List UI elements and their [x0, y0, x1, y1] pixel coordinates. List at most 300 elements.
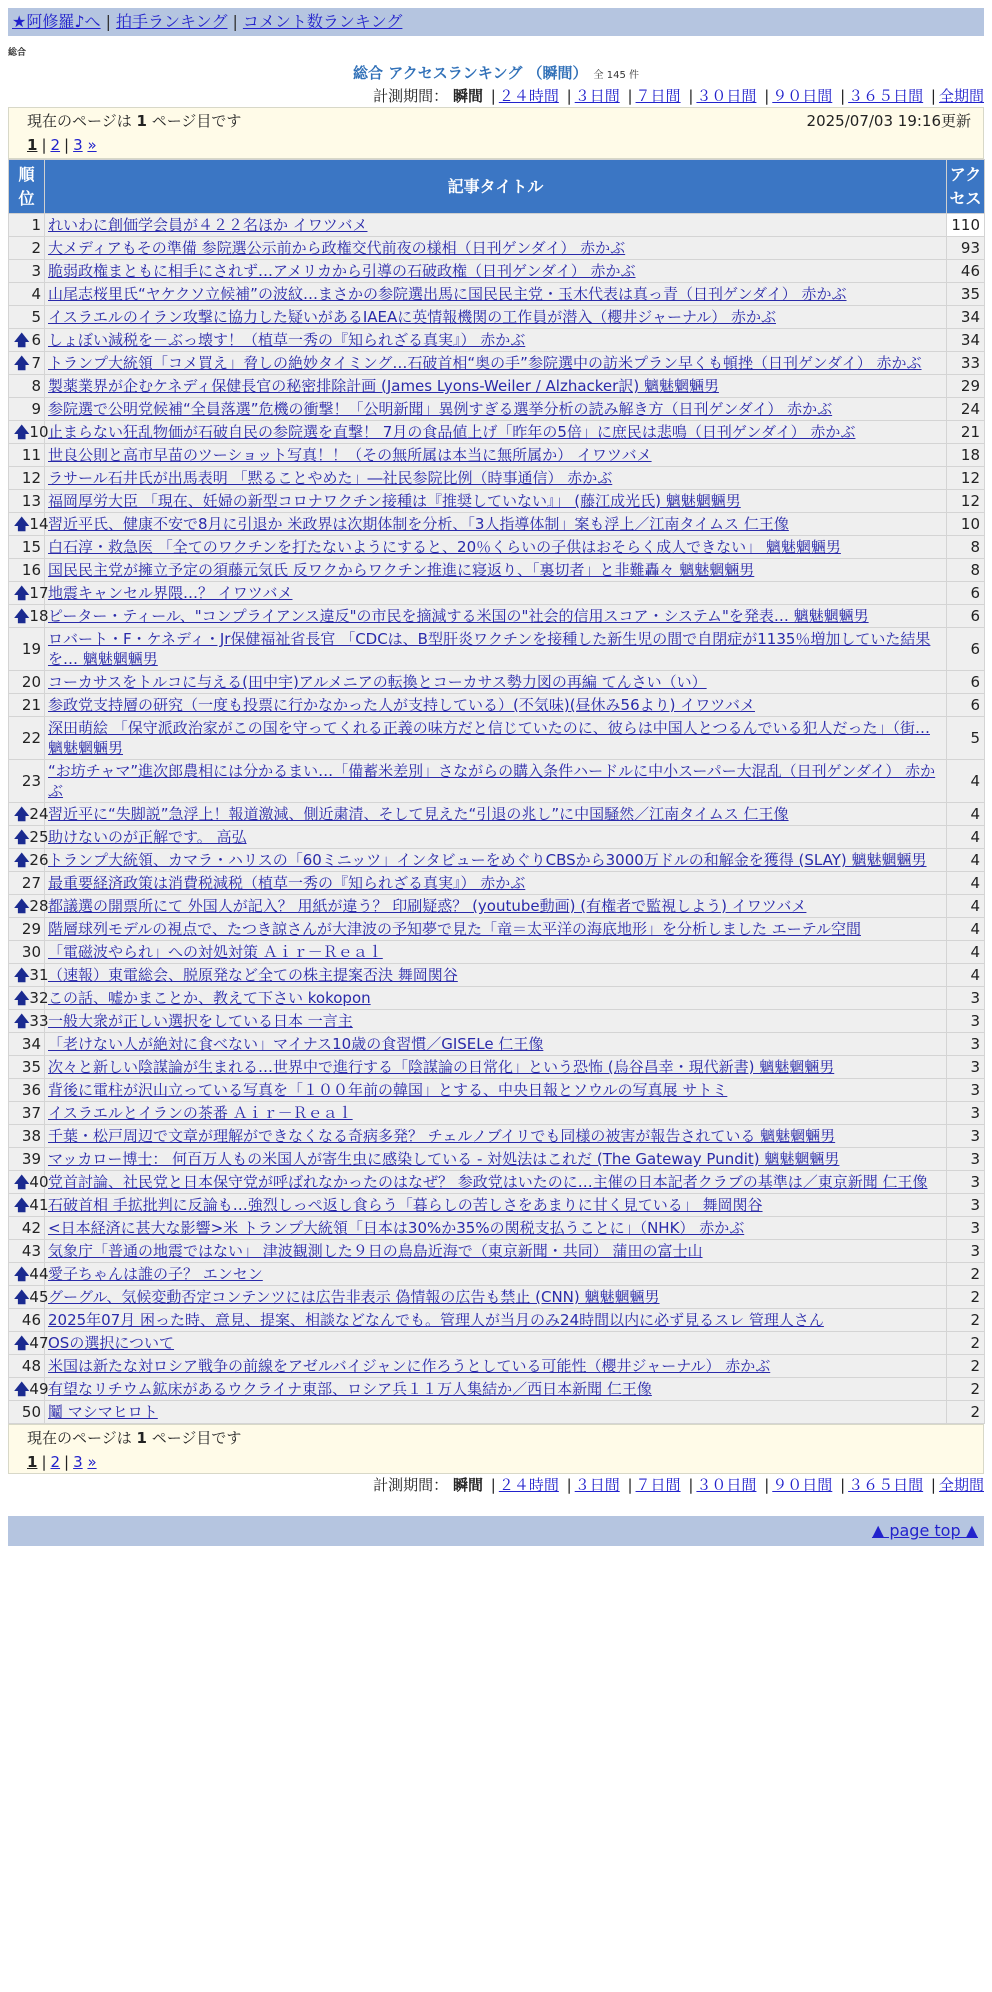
nav-separator: |	[232, 12, 238, 31]
rank-cell	[9, 1102, 45, 1125]
rank-number: 37	[21, 1104, 41, 1122]
rank-up-arrow-icon: 🡅	[14, 584, 30, 602]
access-count: 2	[947, 1286, 985, 1309]
title-cell	[45, 1125, 947, 1148]
ranking-title: 総合 アクセスランキング （瞬間）	[353, 64, 588, 82]
article-link[interactable]: トランプ大統領、カマラ・ハリスの「60ミニッツ」インタビューをめぐりCBSから3000万ドルの和解金を獲得 (SLAY) 魑魅魍魎男	[48, 851, 927, 869]
table-row	[9, 918, 985, 941]
access-count: 3	[947, 987, 985, 1010]
table-row	[9, 872, 985, 895]
table-row	[9, 1171, 985, 1194]
access-count: 3	[947, 1217, 985, 1240]
title-cell	[45, 237, 947, 260]
rank-number: 11	[21, 446, 41, 464]
rank-cell	[9, 237, 45, 260]
table-row	[9, 987, 985, 1010]
article-link[interactable]: 地震キャンセル界隈…？ イワツバメ	[48, 584, 293, 602]
page-link-2-bottom[interactable]: 2	[50, 1453, 61, 1471]
table-row	[9, 1033, 985, 1056]
pagination-top: 1 | 2 | 3 »	[27, 136, 97, 154]
rank-up-arrow-icon: 🡅	[14, 1288, 30, 1306]
rank-number: 35	[21, 1058, 41, 1076]
rank-cell	[9, 941, 45, 964]
access-count: 3	[947, 1171, 985, 1194]
article-link[interactable]: “お坊チャマ”進次郎農相には分かるまい…「備蓄米差別」さながらの購入条件ハードルに中小スーパー大混乱（日刊ゲンダイ） 赤かぶ	[48, 762, 936, 800]
title-cell	[45, 1240, 947, 1263]
table-row	[9, 1125, 985, 1148]
rank-number: 7	[31, 354, 41, 372]
access-count: 4	[947, 826, 985, 849]
article-link[interactable]: 愛子ちゃんは誰の子？ エンセン	[48, 1265, 263, 1283]
title-cell	[45, 987, 947, 1010]
rank-cell	[9, 1125, 45, 1148]
rank-cell	[9, 490, 45, 513]
title-cell	[45, 849, 947, 872]
article-link[interactable]: 千葉・松戸周辺で文章が理解ができなくなる奇病多発？ チェルノブイリでも同様の被害が報告されている 魑魅魍魎男	[48, 1127, 836, 1145]
article-link[interactable]: 有望なリチウム鉱床があるウクライナ東部、ロシア兵１１万人集結か／西日本新聞 仁王像	[48, 1380, 652, 1398]
article-link[interactable]: 脆弱政権まともに相手にされず…アメリカから引導の石破政権（日刊ゲンダイ） 赤かぶ	[48, 262, 636, 280]
page-info-bottom	[8, 1424, 984, 1474]
table-row	[9, 467, 985, 490]
rank-cell	[9, 467, 45, 490]
rank-number: 31	[29, 966, 49, 984]
nav-separator: |	[105, 12, 111, 31]
period-link-all-bottom[interactable]: 全期間	[938, 1476, 984, 1494]
article-link[interactable]: 党首討論、社民党と日本保守党が呼ばれなかったのはなぜ？ 参政党はいたのに…主催の日本記者クラブの基準は／東京新聞 仁王像	[48, 1173, 928, 1191]
access-count: 3	[947, 1102, 985, 1125]
home-link[interactable]: ★阿修羅♪へ	[12, 12, 101, 31]
table-row	[9, 1056, 985, 1079]
table-row	[9, 1263, 985, 1286]
rank-cell	[9, 352, 45, 375]
comment-ranking-link[interactable]: コメント数ランキング	[242, 12, 403, 31]
title-cell	[45, 717, 947, 760]
rank-number: 1	[31, 216, 41, 234]
article-link[interactable]: 習近平氏、健康不安で8月に引退か 米政界は次期体制を分析、「3人指導体制」案も浮上／江南タイムス 仁王像	[48, 515, 789, 533]
title-cell	[45, 964, 947, 987]
rank-cell	[9, 283, 45, 306]
rank-number: 5	[31, 308, 41, 326]
rank-number: 30	[21, 943, 41, 961]
article-link[interactable]: 世良公則と高市早苗のツーショット写真！！（その無所属は本当に無所属か） イワツバメ	[48, 446, 652, 464]
title-cell	[45, 628, 947, 671]
period-link-90d[interactable]: ９０日間	[772, 87, 833, 105]
rank-number: 15	[21, 538, 41, 556]
access-count: 6	[947, 582, 985, 605]
rank-cell	[9, 375, 45, 398]
article-link[interactable]: 都議選の開票所にて 外国人が記入？ 用紙が違う？ 印刷疑惑？ (youtube動画) (有権者で監視しよう) イワツバメ	[48, 897, 807, 915]
rank-cell	[9, 987, 49, 1010]
rank-cell	[9, 444, 45, 467]
updated-timestamp: 2025/07/03 19:16更新	[806, 112, 971, 130]
rank-cell	[9, 628, 45, 671]
article-link[interactable]: 次々と新しい陰謀論が生まれる…世界中で進行する「陰謀論の日常化」という恐怖 (烏谷昌幸・現代新書) 魑魅魍魎男	[48, 1058, 835, 1076]
title-cell	[45, 1332, 947, 1355]
rank-up-arrow-icon: 🡅	[14, 1380, 30, 1398]
period-selector-top: 計測期間： 瞬間 | ２４時間 | ３日間 | ７日間 | ３０日間 | ９０日間 | ３６５日間 | 全期間	[373, 87, 984, 105]
rank-number: 44	[29, 1265, 49, 1283]
rank-number: 47	[29, 1334, 49, 1352]
rank-cell	[9, 1332, 49, 1355]
access-count: 4	[947, 760, 985, 803]
rank-number: 10	[29, 423, 49, 441]
article-link[interactable]: マッカロー博士： 何百万人もの米国人が寄生虫に感染している - 対処法はこれだ (The Gateway Pundit) 魑魅魍魎男	[48, 1150, 840, 1168]
access-count: 2	[947, 1309, 985, 1332]
title-cell	[45, 872, 947, 895]
article-link[interactable]: 製薬業界が企むケネディ保健長官の秘密排除計画 (James Lyons-Weiler / Alzhacker訳) 魑魅魍魎男	[48, 377, 719, 395]
rank-number: 18	[29, 607, 49, 625]
access-count: 4	[947, 918, 985, 941]
table-row	[9, 490, 985, 513]
title-cell	[45, 895, 947, 918]
page-link-3[interactable]: 3	[73, 136, 83, 154]
title-cell	[45, 1217, 947, 1240]
table-row	[9, 1217, 985, 1240]
rank-cell	[9, 398, 45, 421]
article-link[interactable]: れいわに創価学会員が４２２名ほか イワツバメ	[48, 216, 368, 234]
table-row	[9, 1010, 985, 1033]
access-count: 6	[947, 605, 985, 628]
table-row	[9, 1355, 985, 1378]
ranking-table-body	[9, 214, 985, 1424]
access-count: 33	[947, 352, 985, 375]
article-link[interactable]: 助けないのが正解です。 高弘	[48, 828, 247, 846]
rank-cell	[9, 559, 45, 582]
period-label: 計測期間：	[373, 87, 449, 105]
access-count: 2	[947, 1355, 985, 1378]
article-link[interactable]: 気象庁「普通の地震ではない」 津波観測した９日の鳥島近海で（東京新聞・共同） 蒲田の富士山	[48, 1242, 703, 1260]
footer-bar	[8, 1516, 984, 1546]
rank-up-arrow-icon: 🡅	[14, 1196, 30, 1214]
article-link[interactable]: 山尾志桜里氏“ヤケクソ立候補”の波紋…まさかの参院選出馬に国民民主党・玉木代表は真っ青（日刊ゲンダイ） 赤かぶ	[48, 285, 847, 303]
table-row	[9, 1194, 985, 1217]
table-row	[9, 1378, 985, 1401]
rank-number: 8	[31, 377, 41, 395]
rank-up-arrow-icon: 🡅	[14, 1173, 30, 1191]
period-link-3d-bottom[interactable]: ３日間	[574, 1476, 620, 1494]
table-row	[9, 849, 985, 872]
title-cell	[45, 826, 947, 849]
rank-cell	[9, 1148, 45, 1171]
table-row	[9, 421, 985, 444]
period-link-90d-bottom[interactable]: ９０日間	[772, 1476, 833, 1494]
table-row	[9, 1401, 985, 1424]
rank-cell	[9, 717, 45, 760]
access-count: 21	[947, 421, 985, 444]
title-cell	[45, 421, 947, 444]
rank-number: 48	[21, 1357, 41, 1375]
article-link[interactable]: 止まらない狂乱物価が石破自民の参院選を直撃！ 7月の食品値上げ「昨年の5倍」に庶民は悲鳴（日刊ゲンダイ） 赤かぶ	[48, 423, 856, 441]
rank-up-arrow-icon: 🡅	[14, 1012, 30, 1030]
rank-up-arrow-icon: 🡅	[14, 851, 30, 869]
current-page-text: 現在のページは 1 ページ目です	[27, 112, 242, 130]
table-row	[9, 760, 985, 803]
rank-cell	[9, 536, 45, 559]
article-link[interactable]: ピーター・ティール、"コンプライアンス違反"の市民を摘減する米国の"社会的信用スコア・システム"を発表… 魑魅魍魎男	[48, 607, 869, 625]
article-link[interactable]: 階層球列モデルの視点で、たつき諒さんが大津波の予知夢で見た「竜＝太平洋の海底地形」を分析しました エーテル空間	[48, 920, 861, 938]
rank-number: 14	[29, 515, 49, 533]
article-link[interactable]: 参院選で公明党候補“全員落選”危機の衝撃！「公明新聞」異例すぎる選挙分析の読み解き方（日刊ゲンダイ） 赤かぶ	[48, 400, 833, 418]
rank-number: 12	[21, 469, 41, 487]
rank-number: 19	[21, 640, 41, 658]
article-link[interactable]: 石破首相 手拡批判に反論も…強烈しっぺ返し食らう「暮らしの苦しさをあまりに甘く見ている」 舞岡関谷	[48, 1196, 763, 1214]
title-cell	[45, 1171, 947, 1194]
table-row	[9, 895, 985, 918]
title-cell	[45, 582, 947, 605]
article-link[interactable]: 深田萌絵 「保守派政治家がこの国を守ってくれる正義の味方だと信じていたのに、彼らは中国人とつるんでいる犯人だった」（街… 魑魅魍魎男	[48, 719, 930, 757]
title-cell	[45, 803, 947, 826]
access-count: 2	[947, 1401, 985, 1424]
rank-up-arrow-icon: 🡅	[14, 989, 30, 1007]
rank-cell	[9, 306, 45, 329]
article-link[interactable]: 鬮 マシマヒロト	[48, 1403, 158, 1421]
title-cell	[45, 760, 947, 803]
access-count: 4	[947, 849, 985, 872]
period-selector-bottom: 計測期間： 瞬間 | ２４時間 | ３日間 | ７日間 | ３０日間 | ９０日間 | ３６５日間 | 全期間	[373, 1476, 984, 1494]
table-row	[9, 1332, 985, 1355]
table-row	[9, 1079, 985, 1102]
article-link[interactable]: OSの選択について	[48, 1334, 175, 1352]
access-count: 8	[947, 559, 985, 582]
table-row	[9, 717, 985, 760]
rank-cell	[9, 1079, 45, 1102]
article-link[interactable]: 福岡厚労大臣 「現在、妊婦の新型コロナワクチン接種は『推奨していない』」 (藤江成光氏) 魑魅魍魎男	[48, 492, 741, 510]
rank-cell	[9, 1217, 45, 1240]
title-cell	[45, 444, 947, 467]
rank-cell	[9, 1378, 49, 1401]
article-link[interactable]: 大メディアもその準備 参院選公示前から政権交代前夜の様相（日刊ゲンダイ） 赤かぶ	[48, 239, 626, 257]
table-row	[9, 1309, 985, 1332]
title-cell	[45, 536, 947, 559]
article-link[interactable]: 習近平に“失脚説”急浮上！報道激減、側近粛清、そして見えた“引退の兆し”に中国騒然／江南タイムス 仁王像	[48, 805, 789, 823]
title-cell	[45, 1056, 947, 1079]
col-header-title: 記事タイトル	[45, 160, 947, 214]
col-header-rank: 順位	[9, 160, 45, 214]
clap-ranking-link[interactable]: 拍手ランキング	[115, 12, 228, 31]
period-label-bottom: 計測期間：	[373, 1476, 449, 1494]
rank-cell	[9, 1240, 45, 1263]
rank-up-arrow-icon: 🡅	[14, 423, 30, 441]
rank-number: 2	[31, 239, 41, 257]
access-count: 3	[947, 1148, 985, 1171]
table-row	[9, 605, 985, 628]
rank-cell	[9, 694, 45, 717]
access-count: 34	[947, 329, 985, 352]
table-row	[9, 671, 985, 694]
title-cell	[45, 671, 947, 694]
access-count: 93	[947, 237, 985, 260]
article-link[interactable]: 「老けない人が絶対に食べない」マイナス10歳の食習慣／GISELe 仁王像	[48, 1035, 544, 1053]
access-count: 2	[947, 1332, 985, 1355]
access-count: 29	[947, 375, 985, 398]
rank-number: 46	[21, 1311, 41, 1329]
period-current: 瞬間	[452, 87, 483, 105]
table-row	[9, 1240, 985, 1263]
access-count: 6	[947, 694, 985, 717]
article-link[interactable]: ロバート・F・ケネディ・Jr保健福祉省長官 「CDCは、B型肝炎ワクチンを接種した新生児の間で自閉症が1135％増加していた結果を… 魑魅魍魎男	[48, 630, 931, 668]
title-cell	[45, 467, 947, 490]
article-link[interactable]: ラサール石井氏が出馬表明 「黙ることやめた」―社民参院比例（時事通信） 赤かぶ	[48, 469, 613, 487]
rank-number: 22	[21, 729, 41, 747]
article-link[interactable]: グーグル、気候変動否定コンテンツには広告非表示 偽情報の広告も禁止 (CNN) 魑魅魍魎男	[48, 1288, 660, 1306]
article-link[interactable]: コーカサスをトルコに与える(田中宇)アルメニアの転換とコーカサス勢力図の再編 てんさい（い）	[48, 673, 707, 691]
rank-number: 36	[21, 1081, 41, 1099]
article-link[interactable]: 2025年07月 困った時、意見、提案、相談などなんでも。管理人が当月のみ24時間以内に必ず見るスレ 管理人さん	[48, 1311, 824, 1329]
rank-up-arrow-icon: 🡅	[14, 607, 30, 625]
rank-number: 29	[21, 920, 41, 938]
rank-cell	[9, 760, 45, 803]
access-count: 3	[947, 1056, 985, 1079]
ranking-heading	[0, 63, 992, 85]
rank-number: 24	[29, 805, 49, 823]
table-row	[9, 1102, 985, 1125]
article-link[interactable]: イスラエルとイランの茶番 Ａｉｒ－Ｒｅａｌ	[48, 1104, 353, 1122]
article-link[interactable]: しょぼい減税を－ぶっ壊す！（植草一秀の『知られざる真実』） 赤かぶ	[48, 331, 526, 349]
title-cell	[45, 1079, 947, 1102]
article-link[interactable]: 国民民主党が擁立予定の須藤元気氏 反ワクからワクチン推進に寝返り、「裏切者」と非難轟々 魑魅魍魎男	[48, 561, 755, 579]
title-cell	[45, 605, 947, 628]
rank-cell	[9, 895, 49, 918]
page-info-top	[8, 107, 984, 159]
rank-number: 23	[21, 772, 41, 790]
rank-up-arrow-icon: 🡅	[14, 966, 30, 984]
article-link[interactable]: 白石淳・救急医 「全てのワクチンを打たないようにすると、20％くらいの子供はおそらく成人できない」 魑魅魍魎男	[48, 538, 841, 556]
title-cell	[45, 918, 947, 941]
period-link-3d[interactable]: ３日間	[574, 87, 620, 105]
period-link-7d-bottom[interactable]: ７日間	[635, 1476, 681, 1494]
rank-cell	[9, 214, 45, 237]
table-row	[9, 329, 985, 352]
rank-up-arrow-icon: 🡅	[14, 1265, 30, 1283]
rank-number: 4	[31, 285, 41, 303]
rank-up-arrow-icon: 🡅	[14, 331, 30, 349]
rank-number: 28	[29, 897, 49, 915]
article-link[interactable]: （速報）東電総会、脱原発など全ての株主提案否決 舞岡関谷	[48, 966, 458, 984]
table-row	[9, 237, 985, 260]
period-link-365d-bottom[interactable]: ３６５日間	[848, 1476, 924, 1494]
rank-cell	[9, 1171, 49, 1194]
period-link-24h-bottom[interactable]: ２４時間	[498, 1476, 559, 1494]
article-link[interactable]: イスラエルのイラン攻撃に協力した疑いがあるIAEAに英情報機関の工作員が潜入（櫻井ジャーナル） 赤かぶ	[48, 308, 776, 326]
rank-number: 45	[29, 1288, 49, 1306]
article-link[interactable]: この話、嘘かまことか、教えて下さい kokopon	[48, 989, 371, 1007]
title-cell	[45, 283, 947, 306]
access-count: 12	[947, 490, 985, 513]
page-link-3-bottom[interactable]: 3	[73, 1453, 83, 1471]
rank-cell	[9, 1309, 45, 1332]
rank-number: 3	[31, 262, 41, 280]
period-link-7d[interactable]: ７日間	[635, 87, 681, 105]
table-row	[9, 306, 985, 329]
table-row	[9, 582, 985, 605]
article-link[interactable]: トランプ大統領「コメ買え」脅しの絶妙タイミング…石破首相“奥の手”参院選中の訪米プラン早くも頓挫（日刊ゲンダイ） 赤かぶ	[48, 354, 922, 372]
rank-number: 38	[21, 1127, 41, 1145]
access-count: 4	[947, 964, 985, 987]
category-label: 総合	[8, 48, 27, 58]
page-link-current-bottom: 1	[27, 1453, 38, 1471]
rank-cell	[9, 1355, 45, 1378]
title-cell	[45, 1194, 947, 1217]
title-cell	[45, 1309, 947, 1332]
rank-cell	[9, 872, 45, 895]
rank-number: 13	[21, 492, 41, 510]
access-count: 4	[947, 895, 985, 918]
rank-number: 49	[29, 1380, 49, 1398]
access-count: 3	[947, 1194, 985, 1217]
article-link[interactable]: <日本経済に甚大な影響>米 トランプ大統領「日本は30%か35%の関税支払うことに」（NHK） 赤かぶ	[48, 1219, 745, 1237]
rank-up-arrow-icon: 🡅	[14, 897, 30, 915]
table-row	[9, 375, 985, 398]
rank-cell	[9, 1401, 45, 1424]
period-link-365d[interactable]: ３６５日間	[848, 87, 924, 105]
table-row	[9, 536, 985, 559]
period-link-24h[interactable]: ２４時間	[498, 87, 559, 105]
period-current-bottom: 瞬間	[452, 1476, 483, 1494]
table-row	[9, 694, 985, 717]
table-row	[9, 283, 985, 306]
rank-cell	[9, 421, 49, 444]
article-link[interactable]: 米国は新たな対ロシア戦争の前線をアゼルバイジャンに作ろうとしている可能性（櫻井ジャーナル） 赤かぶ	[48, 1357, 771, 1375]
title-cell	[45, 1401, 947, 1424]
page-link-2[interactable]: 2	[50, 136, 61, 154]
rank-cell	[9, 260, 45, 283]
article-link[interactable]: 背後に電柱が沢山立っている写真を「１００年前の韓国」とする、中央日報とソウルの写真展 サトミ	[48, 1081, 728, 1099]
rank-number: 16	[21, 561, 41, 579]
col-header-access: アクセス	[947, 160, 985, 214]
title-cell	[45, 214, 947, 237]
rank-number: 27	[21, 874, 41, 892]
rank-cell	[9, 1010, 49, 1033]
article-link[interactable]: 最重要経済政策は消費税減税（植草一秀の『知られざる真実』） 赤かぶ	[48, 874, 526, 892]
rank-cell	[9, 582, 49, 605]
rank-cell	[9, 918, 45, 941]
page-top-link[interactable]: ▲ page top ▲	[871, 1521, 978, 1540]
article-link[interactable]: 「電磁波やられ」への対処対策 Ａｉｒ－Ｒｅａｌ	[48, 943, 383, 961]
access-count: 5	[947, 717, 985, 760]
title-cell	[45, 1102, 947, 1125]
access-count: 6	[947, 671, 985, 694]
rank-number: 20	[21, 673, 41, 691]
table-row	[9, 628, 985, 671]
period-link-30d-bottom[interactable]: ３０日間	[696, 1476, 757, 1494]
table-header-row	[9, 160, 985, 214]
title-cell	[45, 1010, 947, 1033]
rank-number: 17	[29, 584, 49, 602]
rank-up-arrow-icon: 🡅	[14, 354, 30, 372]
table-row	[9, 1286, 985, 1309]
title-cell	[45, 1378, 947, 1401]
access-count: 46	[947, 260, 985, 283]
access-count: 3	[947, 1125, 985, 1148]
next-page-link[interactable]: »	[87, 136, 97, 154]
article-link[interactable]: 一般大衆が正しい選択をしている日本 一言主	[48, 1012, 353, 1030]
article-link[interactable]: 参政党支持層の研究（一度も投票に行かなかった人が支持している）(不気味)(昼休み56より) イワツバメ	[48, 696, 755, 714]
next-page-link-bottom[interactable]: »	[87, 1453, 97, 1471]
page-link-current: 1	[27, 136, 38, 154]
rank-cell	[9, 803, 49, 826]
table-row	[9, 803, 985, 826]
title-cell	[45, 375, 947, 398]
top-nav	[8, 8, 984, 36]
ranking-table	[8, 159, 985, 1424]
period-link-all[interactable]: 全期間	[938, 87, 984, 105]
title-cell	[45, 490, 947, 513]
rank-up-arrow-icon: 🡅	[14, 515, 30, 533]
access-count: 8	[947, 536, 985, 559]
table-row	[9, 559, 985, 582]
period-link-30d[interactable]: ３０日間	[696, 87, 757, 105]
rank-cell	[9, 1194, 49, 1217]
